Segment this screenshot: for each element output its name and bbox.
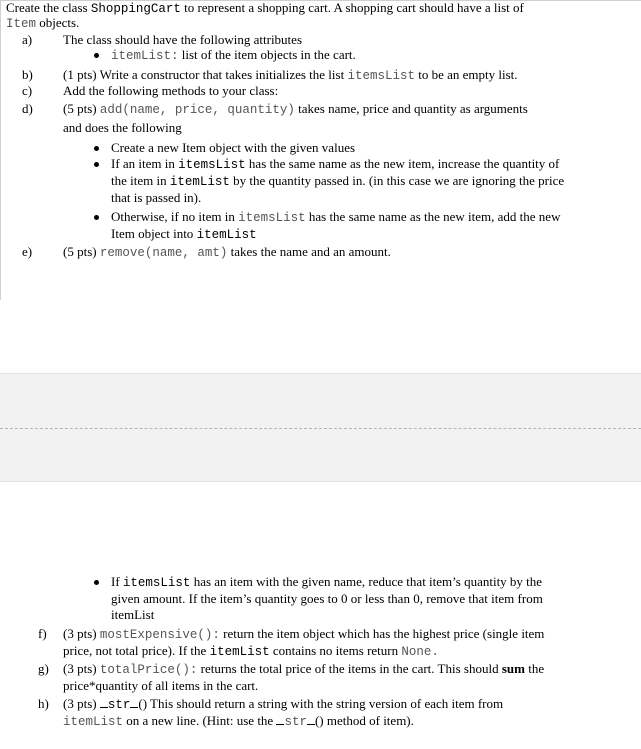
item-e-bullet-1-line-3: itemList (111, 607, 155, 622)
item-h-text: (3 pts) str () This should return a string with the string version of each item from (63, 696, 504, 712)
bullet-icon (94, 215, 99, 220)
item-e-label: e) (22, 244, 33, 259)
item-f-text-2: price, not total price). If the itemList contains no items return None. (63, 643, 439, 659)
item-e-bullet-1-line-2: given amount. If the item’s quantity goes to 0 or less than 0, remove that item from (111, 591, 543, 606)
item-g-text: (3 pts) totalPrice(): returns the total price of the items in the cart. This should sum the (63, 661, 545, 677)
item-d-bullet-2-line-3: that is passed in). (111, 190, 202, 205)
page-left-border (0, 0, 1, 300)
item-d-bullet-3: Otherwise, if no item in itemsList has the same name as the new item, add the new (111, 209, 561, 225)
item-c-label: c) (22, 83, 33, 98)
item-d-label: d) (22, 101, 33, 116)
item-a-label: a) (22, 32, 33, 47)
item-a-attribute: itemList: list of the item objects in the cart. (111, 47, 356, 63)
item-e-text: (5 pts) remove(name, amt) takes the name and an amount. (63, 244, 391, 260)
intro-line-1: Create the class ShoppingCart to represent a shopping cart. A shopping cart should have a list of (6, 0, 524, 16)
intro-line-2: Item objects. (6, 15, 80, 31)
item-h-label: h) (38, 696, 49, 711)
item-b-text: (1 pts) Write a constructor that takes initializes the list itemsList to be an empty list. (63, 67, 518, 83)
item-b-label: b) (22, 67, 33, 82)
item-g-text-2: price*quantity of all items in the cart. (63, 678, 259, 693)
bullet-icon (94, 53, 99, 58)
item-d-text: (5 pts) add(name, price, quantity) takes name, price and quantity as arguments (63, 101, 528, 117)
item-d-text-2: and does the following (63, 120, 182, 135)
bullet-icon (94, 162, 99, 167)
item-d-bullet-3-line-2: Item object into itemList (111, 226, 257, 242)
item-a-text: The class should have the following attributes (63, 32, 303, 47)
item-c-text: Add the following methods to your class: (63, 83, 279, 98)
item-g-label: g) (38, 661, 49, 676)
item-f-text: (3 pts) mostExpensive(): return the item object which has the highest price (single item (63, 626, 545, 642)
item-d-bullet-2: If an item in itemsList has the same name as the new item, increase the quantity of (111, 156, 560, 172)
bullet-icon (94, 580, 99, 585)
page-break-dashed-line (0, 428, 641, 429)
item-e-bullet-1: If itemsList has an item with the given name, reduce that item’s quantity by the (111, 574, 543, 590)
bullet-icon (94, 146, 99, 151)
item-d-bullet-2-line-2: the item in itemList by the quantity passed in. (in this case we are ignoring the price (111, 173, 565, 189)
item-h-text-2: itemList on a new line. (Hint: use the str () method of item). (63, 713, 414, 729)
item-d-bullet-1: Create a new Item object with the given values (111, 140, 356, 155)
item-f-label: f) (38, 626, 47, 641)
